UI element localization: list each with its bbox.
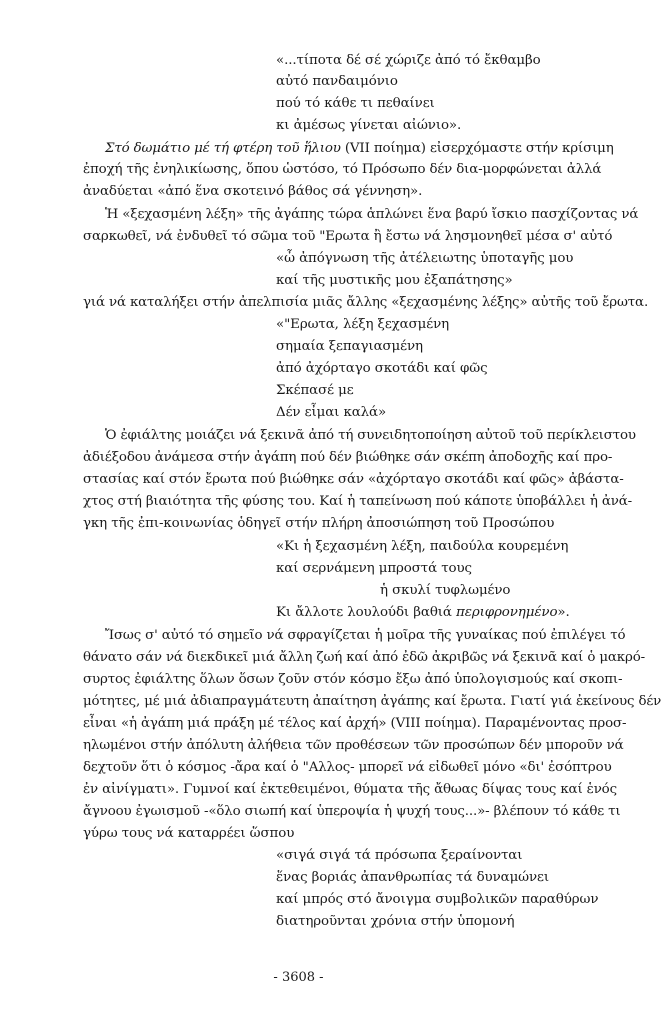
quote2-line-2: καί τῆς μυστικῆς μου ἐξαπάτησης» [276,273,513,288]
para3-line-3: στασίας καί στόν ἔρωτα πού βιώθηκε σάν «ἀχόρταγο σκοτάδι καί φῶς» ἀβάστα- [83,472,624,487]
poem3-line-4 [276,604,570,622]
para4-line-1: Ἴσως σ' αὐτό τό σημεῖο νά σφραγίζεται ἡ μοῖρα τῆς γυναίκας πού ἐπιλέγει τό [105,628,626,643]
poem2-line-5: Δέν εἶμαι καλά» [276,405,387,420]
para1-line-2: ἐποχή τῆς ἐνηλικίωσης, ὅπου ὡστόσο, τό Πρόσωπο δέν δια-μορφώνεται ἀλλά [83,162,602,177]
poem2-line-3: ἀπό ἀχόρταγο σκοτάδι καί φῶς [276,361,488,376]
poem3-line-2: καί σερνάμενη μπροστά τους [276,561,472,576]
para4-line-4: μότητες, μέ μιά ἀδιαπραγμάτευτη ἀπαίτηση ἀγάπης καί ἔρωτα. Γιατί γιά ἐκείνους δέν [83,694,661,709]
poem4-line-1: «σιγά σιγά τά πρόσωπα ξεραίνονται [276,848,523,863]
poem4-line-4: διατηροῦνται χρόνια στήν ὑπομονή [276,914,515,929]
para4-line-6: ηλωμένοι στήν ἀπόλυτη ἀλήθεια τῶν προθέσεων τῶν προσώπων δέν μποροῦν νά [83,738,624,753]
poem4-line-2: ἕνας βοριάς ἀπανθρωπίας τά δυναμώνει [276,870,550,885]
para1-line-1-rest: (VII ποίημα) εἰσερχόμαστε στήν κρίσιμη [340,141,614,156]
para3-line-5: γκη τῆς ἐπι-κοινωνίας ὁδηγεῖ στήν πλήρη ἀποσιώπηση τοῦ Προσώπου [83,516,555,531]
para4-line-3: συρτος ἐφιάλτης ὅλων ὅσων ζοῦν στόν κόσμο ἔξω ἀπό ὑπολογισμούς καί σκοπι- [83,672,623,687]
poem3-line-4-italic: περιφρονημένο [456,605,558,620]
para1-line-1 [83,140,614,158]
poem2-line-1: «"Ερωτα, λέξη ξεχασμένη [276,317,450,332]
para4-line-2: θάνατο σάν νά διεκδικεῖ μιά ἄλλη ζωή καί ἀπό ἐδῶ ἀκριβῶς νά ξεκινᾶ καί ὁ μακρό- [83,650,646,665]
para2-line-1: Ἡ «ξεχασμένη λέξη» τῆς ἀγάπης τώρα ἁπλώνει ἕνα βαρύ ἴσκιο πασχίζοντας νά [105,207,639,222]
para2b-line: γιά νά καταλήξει στήν ἀπελπισία μιᾶς ἄλλης «ξεχασμένης λέξης» αὐτῆς τοῦ ἔρωτα. [83,295,649,310]
para4-line-5: εἶναι «ἡ ἀγάπη μιά πράξη μέ τέλος καί ἀρχή» (VIII ποίημα). Παραμένοντας προσ- [83,716,627,731]
para4-line-8: ἐν αἰνίγματι». Γυμνοί καί ἐκτεθειμένοι, θύματα τῆς ἄθωας δίψας τους καί ἑνός [83,782,617,797]
poem2-line-2: σημαία ξεπαγιασμένη [276,339,423,354]
para3-line-1: Ὁ ἐφιάλτης μοιάζει νά ξεκινᾶ ἀπό τή συνειδητοποίηση αὐτοῦ τοῦ περίκλειστου [105,428,636,443]
poem3-line-4-end: ». [557,605,570,620]
poem3-line-4-start: Κι ἄλλοτε λουλούδι βαθιά [276,605,457,620]
para4-line-9: ἄγνοου ἐγωισμοῦ -«ὅλο σιωπή καί ὑπεροψία ἡ ψυχή τους...»- βλέπουν τό κάθε τι [83,804,621,819]
poem1-line-4: κι ἀμέσως γίνεται αἰώνιο». [276,118,462,133]
para4-line-10: γύρω τους νά καταρρέει ὥσπου [83,826,295,841]
page-number: - 3608 - [273,970,324,985]
para4-line-7: δεχτοῦν ὅτι ὁ κόσμος -ἄρα καί ὁ "Αλλος- μπορεῖ νά εἰδωθεῖ μόνο «δι' ἐσόπτρου [83,760,612,775]
para2-line-2: σαρκωθεῖ, νά ἐνδυθεῖ τό σῶμα τοῦ "Ερωτα ἢ ἔστω νά λησμονηθεῖ μέσα σ' αὐτό [83,229,613,244]
poem3-line-1: «Κι ἡ ξεχασμένη λέξη, παιδούλα κουρεμένη [276,539,569,554]
poem4-line-3: καί μπρός στό ἄνοιγμα συμβολικῶν παραθύρων [276,892,599,907]
poem1-line-3: πού τό κάθε τι πεθαίνει [276,96,435,111]
quote2-line-1: «ὦ ἀπόγνωση τῆς ἀτέλειωτης ὑποταγῆς μου [276,251,574,266]
para3-line-2: ἀδιέξοδου ἀνάμεσα στήν ἀγάπη πού δέν βιώθηκε σάν σκέπη ἀποδοχῆς καί προ- [83,450,613,465]
para1-line-3: ἀναδύεται «ἀπό ἕνα σκοτεινό βάθος σά γέννηση». [83,184,423,199]
para1-title-italic: Στό δωμάτιο μέ τή φτέρη τοῦ ἥλιου [105,141,341,156]
poem1-line-2: αὐτό πανδαιμόνιο [276,74,398,89]
poem2-line-4: Σκέπασέ με [276,383,354,398]
para3-line-4: χτος στή βιαιότητα τῆς φύσης του. Καί ἡ ταπείνωση πού κάποτε ὑποβάλλει ἡ ἀνά- [83,494,632,509]
poem1-line-1: «...τίποτα δέ σέ χώριζε ἀπό τό ἔκθαμβο [276,53,541,68]
poem3-line-3: ἡ σκυλί τυφλωμένο [380,583,511,598]
